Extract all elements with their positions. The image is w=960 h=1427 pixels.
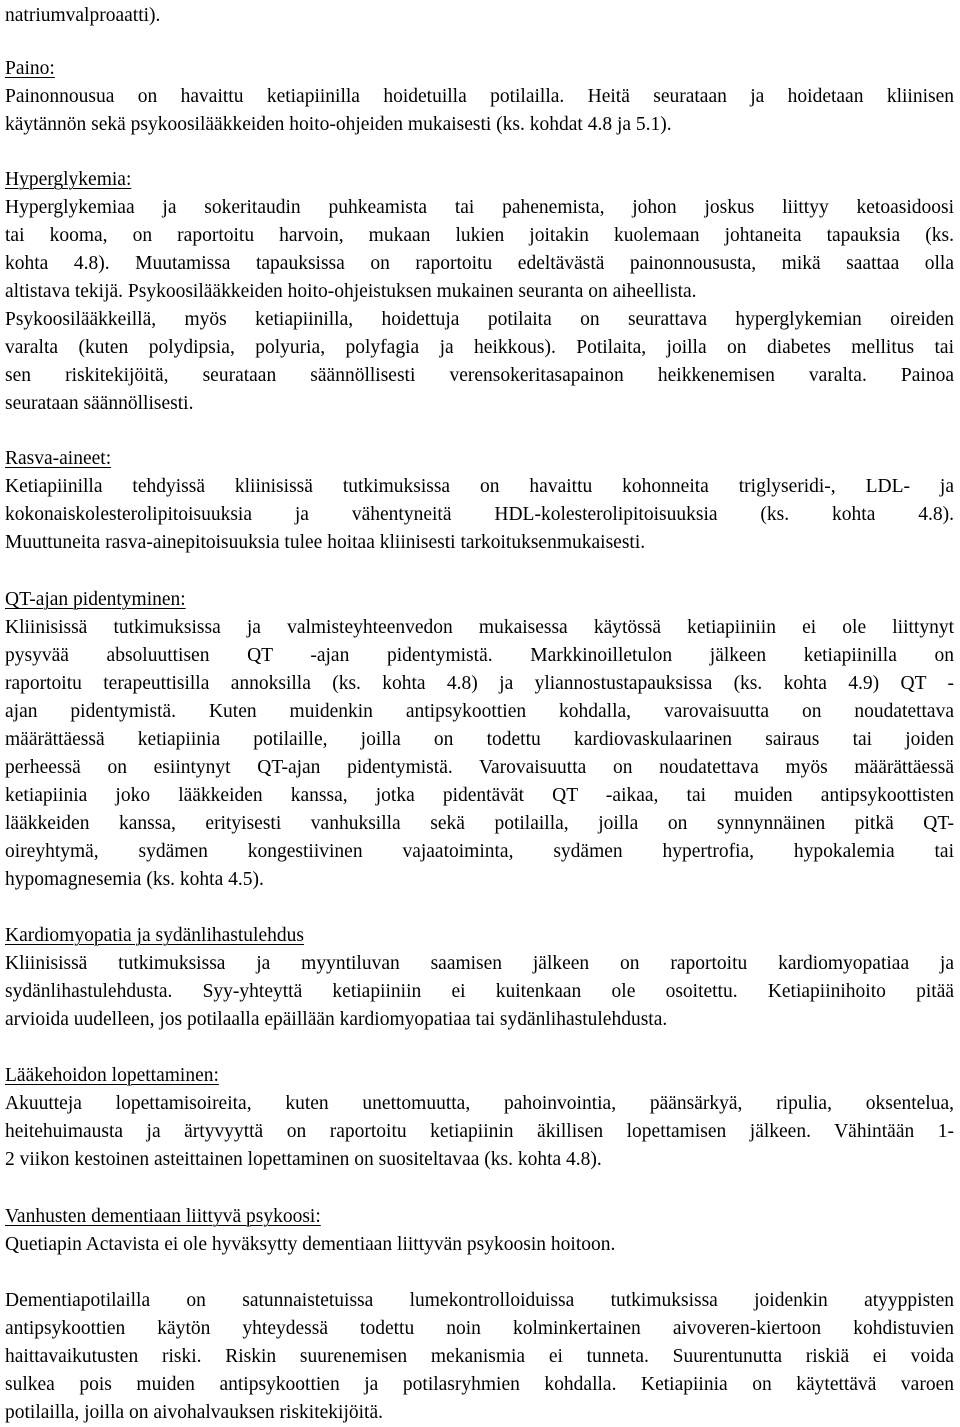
- text-line: antipsykoottien käytön yhteydessä todettu noin kolminkertainen aivoveren-kiertoon kohdistuvien: [5, 1318, 954, 1339]
- text-line: arvioida uudelleen, jos potilaalla epäillään kardiomyopatiaa tai sydänlihastulehdusta.: [5, 1009, 668, 1030]
- text-line: Kliinisissä tutkimuksissa ja valmisteyhteenvedon mukaisessa käytössä ketiapiiniin ei ole liittynyt: [5, 617, 954, 638]
- text-line: Painonnousua on havaittu ketiapiinilla hoidetuilla potilailla. Heitä seurataan ja hoidetaan kliinisen: [5, 86, 954, 107]
- text-line: sydänlihastulehdusta. Syy-yhteyttä ketiapiiniin ei kuitenkaan ole osoitettu. Ketiapiinihoito pitää: [5, 981, 954, 1002]
- section-heading-qt: QT-ajan pidentyminen:: [5, 589, 186, 610]
- text-line: pysyvää absoluuttisen QT -ajan pidentymistä. Markkinoilletulon jälkeen ketiapiinilla on: [5, 645, 954, 666]
- text-line: ketiapiinia joko lääkkeiden kanssa, jotka pidentävät QT -aikaa, tai muiden antipsykoottisten: [5, 785, 954, 806]
- text-line: oireyhtymä, sydämen kongestiivinen vajaatoiminta, sydämen hypertrofia, hypokalemia tai: [5, 841, 954, 862]
- text-line: 2 viikon kestoinen asteittainen lopettaminen on suositeltavaa (ks. kohta 4.8).: [5, 1149, 602, 1170]
- text-line: Hyperglykemiaa ja sokeritaudin puhkeamista tai pahenemista, johon joskus liittyy ketoasidoosi: [5, 197, 954, 218]
- text-line: kohta 4.8). Muutamissa tapauksissa on raportoitu edeltävästä painonnoususta, mikä saattaa olla: [5, 253, 954, 274]
- text-line: käytännön sekä psykoosilääkkeiden hoito-ohjeiden mukaisesti (ks. kohdat 4.8 ja 5.1).: [5, 114, 672, 135]
- text-line: Dementiapotilailla on satunnaistetuissa lumekontrolloiduissa tutkimuksissa joidenkin atyyppisten: [5, 1290, 954, 1311]
- section-heading-rasva-aineet: Rasva-aineet:: [5, 448, 112, 469]
- text-line: perheessä on esiintynyt QT-ajan pidentymistä. Varovaisuutta on noudatettava myös määrättäessä: [5, 757, 954, 778]
- text-line: raportoitu terapeuttisilla annoksilla (ks. kohta 4.8) ja yliannostustapauksissa (ks. kohta 4.9) QT -: [5, 673, 954, 694]
- text-line: Quetiapin Actavista ei ole hyväksytty dementiaan liittyvän psykoosin hoitoon.: [5, 1234, 616, 1255]
- text-line: sulkea pois muiden antipsykoottien ja potilasryhmien kohdalla. Ketiapiinia on käytettävä varoen: [5, 1374, 954, 1395]
- section-heading-hyperglykemia: Hyperglykemia:: [5, 169, 132, 190]
- section-heading-paino: Paino:: [5, 58, 55, 79]
- text-line: Ketiapiinilla tehdyissä kliinisissä tutkimuksissa on havaittu kohonneita triglyseridi-, LDL- ja: [5, 476, 954, 497]
- text-line: määrättäessä ketiapiinia potilaille, joilla on todettu kardiovaskulaarinen sairaus tai joiden: [5, 729, 954, 750]
- text-line: tai kooma, on raportoitu harvoin, mukaan lukien joitakin kuolemaan johtaneita tapauksia (ks.: [5, 225, 954, 246]
- text-line: ajan pidentymistä. Kuten muidenkin antipsykoottien kohdalla, varovaisuutta on noudatettava: [5, 701, 954, 722]
- text-line: hypomagnesemia (ks. kohta 4.5).: [5, 869, 264, 890]
- text-line: varalta (kuten polydipsia, polyuria, polyfagia ja heikkous). Potilaita, joilla on diabetes mellitus tai: [5, 337, 954, 358]
- section-heading-lopettaminen: Lääkehoidon lopettaminen:: [5, 1065, 219, 1086]
- text-line: lääkkeiden kanssa, erityisesti vanhuksilla sekä potilailla, joilla on synnynnäinen pitkä QT-: [5, 813, 954, 834]
- text-line: Muuttuneita rasva-ainepitoisuuksia tulee hoitaa kliinisesti tarkoituksenmukaisesti.: [5, 532, 646, 553]
- text-line: seurataan säännöllisesti.: [5, 393, 194, 414]
- text-line: kokonaiskolesterolipitoisuuksia ja vähentyneitä HDL-kolesterolipitoisuuksia (ks. kohta 4.8).: [5, 504, 954, 525]
- text-line: haittavaikutusten riski. Riskin suurenemisen mekanismia ei tunneta. Suurentunutta riskiä ei voida: [5, 1346, 954, 1367]
- section-heading-dementia: Vanhusten dementiaan liittyvä psykoosi:: [5, 1206, 321, 1227]
- text-line: heitehuimausta ja ärtyvyyttä on raportoitu ketiapiinin äkillisen lopettamisen jälkeen. Vähintään 1-: [5, 1121, 954, 1142]
- section-heading-kardiomyopatia: Kardiomyopatia ja sydänlihastulehdus: [5, 925, 304, 946]
- text-line: Akuutteja lopettamisoireita, kuten unettomuutta, pahoinvointia, päänsärkyä, ripulia, oksentelua,: [5, 1093, 954, 1114]
- text-line: Kliinisissä tutkimuksissa ja myyntiluvan saamisen jälkeen on raportoitu kardiomyopatiaa ja: [5, 953, 954, 974]
- text-line: sen riskitekijöitä, seurataan säännöllisesti verensokeritasapainon heikkenemisen varalta. Painoa: [5, 365, 954, 386]
- text-line: potilailla, joilla on aivohalvauksen riskitekijöitä.: [5, 1402, 384, 1423]
- text-line: natriumvalproaatti).: [5, 5, 161, 26]
- text-line: altistava tekijä. Psykoosilääkkeiden hoito-ohjeistuksen mukainen seuranta on aiheellista.: [5, 281, 697, 302]
- text-line: Psykoosilääkkeillä, myös ketiapiinilla, hoidettuja potilaita on seurattava hyperglykemian oireiden: [5, 309, 954, 330]
